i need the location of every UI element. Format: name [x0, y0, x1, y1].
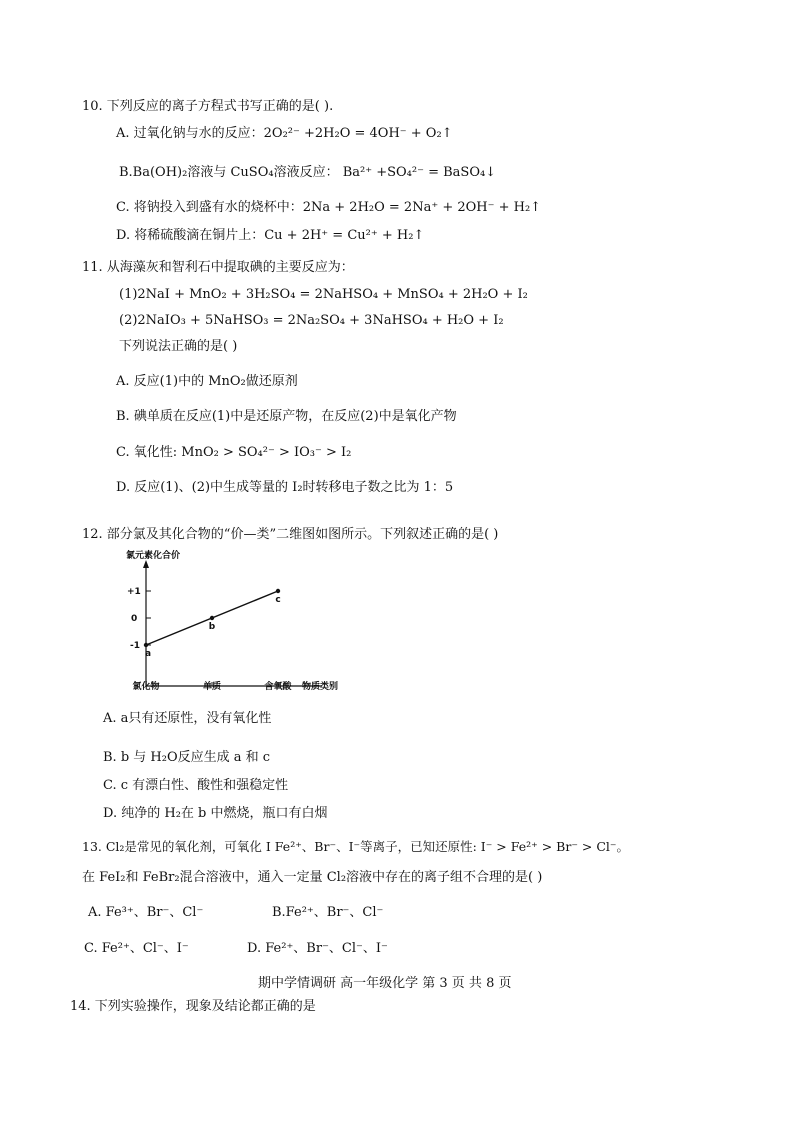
- question-10-option-a[interactable]: A. 过氧化钠与水的反应：2O₂²⁻ +2H₂O = 4OH⁻ + O₂↑: [116, 126, 453, 141]
- y-tick-label-minus1: -1: [130, 641, 140, 651]
- x-tick-label: 含氧酸: [264, 682, 292, 692]
- x-tick-label: 氯化物: [132, 682, 160, 692]
- question-11-option-b[interactable]: B. 碘单质在反应(1)中是还原产物，在反应(2)中是氧化产物: [116, 409, 457, 424]
- question-12-option-b[interactable]: B. b 与 H₂O反应生成 a 和 c: [103, 750, 271, 765]
- question-11-stem: 11. 从海藻灰和智利石中提取碘的主要反应为：: [82, 260, 354, 275]
- question-13-option-a[interactable]: A. Fe³⁺、Br⁻、Cl⁻: [88, 905, 204, 920]
- question-14-stem: 14. 下列实验操作，现象及结论都正确的是: [70, 999, 316, 1014]
- question-12-option-d[interactable]: D. 纯净的 H₂在 b 中燃烧，瓶口有白烟: [103, 806, 328, 821]
- valence-class-chart: [126, 548, 341, 696]
- question-12-option-a[interactable]: A. a只有还原性，没有氧化性: [103, 711, 272, 726]
- question-11-option-d[interactable]: D. 反应(1)、(2)中生成等量的 I₂时转移电子数之比为 1：5: [116, 480, 454, 495]
- data-point-label-b: b: [208, 622, 216, 632]
- x-axis-label: 物质类别: [302, 682, 339, 692]
- y-axis-arrow: [143, 560, 149, 568]
- question-10-option-b[interactable]: B.Ba(OH)₂溶液与 CuSO₄溶液反应： Ba²⁺ +SO₄²⁻ = BaSO₄↓: [119, 165, 497, 180]
- question-11-equation-1: (1)2NaI + MnO₂ + 3H₂SO₄ = 2NaHSO₄ + MnSO₄ + 2H₂O + I₂: [119, 287, 528, 302]
- question-13-option-b[interactable]: B.Fe²⁺、Br⁻、Cl⁻: [272, 905, 384, 920]
- question-13-stem-line1: 13. Cl₂是常见的氧化剂，可氧化 I Fe²⁺、Br⁻、I⁻等离子，已知还原性: I⁻ > Fe²⁺ > Br⁻ > Cl⁻。: [82, 839, 629, 854]
- question-10-stem: 10. 下列反应的离子方程式书写正确的是( ).: [82, 99, 334, 114]
- question-10-option-c[interactable]: C. 将钠投入到盛有水的烧杯中：2Na + 2H₂O = 2Na⁺ + 2OH⁻ + H₂↑: [116, 200, 542, 215]
- question-13-stem-line2: 在 FeI₂和 FeBr₂混合溶液中，通入一定量 Cl₂溶液中存在的离子组不合理的是( ): [82, 870, 543, 885]
- data-point-b: [210, 616, 214, 620]
- page-footer: 期中学情调研 高一年级化学 第 3 页 共 8 页: [258, 976, 512, 991]
- question-12-option-c[interactable]: C. c 有漂白性、酸性和强稳定性: [103, 778, 289, 793]
- y-axis-label: 氯元素化合价: [126, 551, 181, 561]
- x-tick-label: 单质: [202, 682, 222, 692]
- y-tick-label-plus1: +1: [127, 587, 141, 597]
- question-13-option-d[interactable]: D. Fe²⁺、Br⁻、Cl⁻、I⁻: [247, 941, 388, 956]
- question-12-stem: 12. 部分氯及其化合物的“价—类”二维图如图所示。下列叙述正确的是( ): [82, 527, 499, 542]
- question-11-option-a[interactable]: A. 反应(1)中的 MnO₂做还原剂: [116, 374, 298, 389]
- question-11-equation-2: (2)2NaIO₃ + 5NaHSO₃ = 2Na₂SO₄ + 3NaHSO₄ + H₂O + I₂: [119, 313, 504, 328]
- y-tick-label-0: 0: [131, 614, 138, 624]
- question-11-option-c[interactable]: C. 氧化性: MnO₂ > SO₄²⁻ > IO₃⁻ > I₂: [116, 445, 352, 460]
- data-point-label-a: a: [145, 649, 152, 659]
- question-10-option-d[interactable]: D. 将稀硫酸滴在铜片上：Cu + 2H⁺ = Cu²⁺ + H₂↑: [116, 228, 425, 243]
- data-point-label-c: c: [275, 595, 281, 605]
- data-point-c: [276, 589, 280, 593]
- question-13-option-c[interactable]: C. Fe²⁺、Cl⁻、I⁻: [84, 941, 189, 956]
- data-point-a: [144, 643, 148, 647]
- question-11-prompt: 下列说法正确的是( ): [119, 339, 238, 354]
